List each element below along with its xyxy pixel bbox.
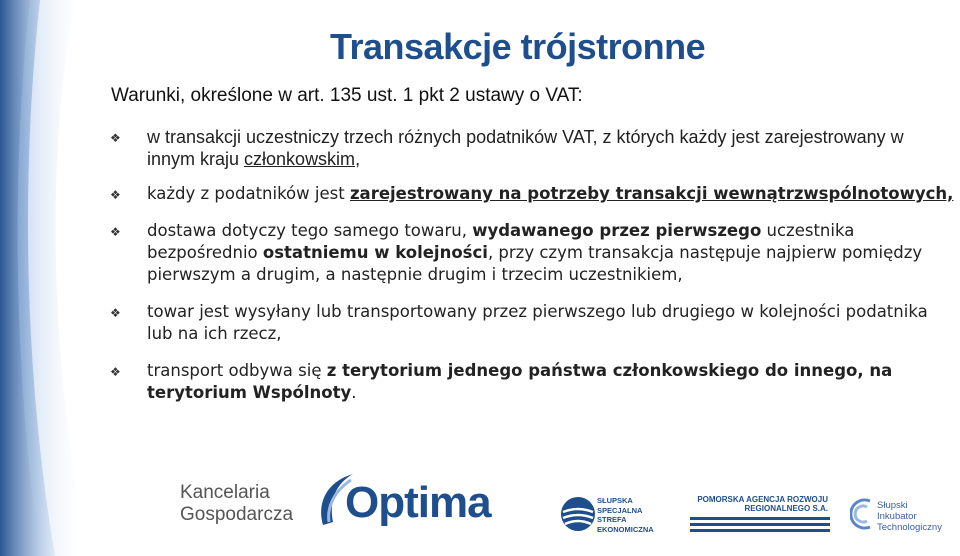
intro-text: Warunki, określone w art. 135 ust. 1 pkt 2 ustawy o VAT: [111,85,583,106]
slide-title: Transakcje trójstronne [330,26,706,67]
sit-logo-icon [850,497,876,531]
para-stripes-icon [690,517,830,535]
ssse-logo-text: SŁUPSKA SPECJALNA STREFA EKONOMICZNA [597,496,654,534]
list-item: ❖ dostawa dotyczy tego samego towaru, wydawanego przez pierwszego uczestnika bezpośrednio ostatniemu w kolejności, przy czym transakcja następuje najpierw pomiędzy pierwszym a drugim, a następnie drugim i trzecim uczestnikiem, [110,221,923,284]
diamond-bullet-icon: ❖ [110,306,121,320]
diamond-bullet-icon: ❖ [110,365,121,379]
decorative-side-band [0,0,90,556]
list-item: ❖ w transakcji uczestniczy trzech różnych podatników VAT, z których każdy jest zarejestrowany w innym kraju członkowskim, [110,127,904,169]
ssse-logo-icon [560,494,596,534]
optima-logo-text: Optima [345,478,491,527]
list-item: ❖ transport odbywa się z terytorium jednego państwa członkowskiego do innego, na terytorium Wspólnoty. [110,361,893,402]
diamond-bullet-icon: ❖ [110,225,121,239]
diamond-bullet-icon: ❖ [110,188,121,202]
sit-logo-text: Słupski Inkubator Technologiczny [877,500,942,533]
para-logo-text: POMORSKA AGENCJA ROZWOJU REGIONALNEGO S.A. [697,495,828,513]
kancelaria-logo-text: Kancelaria Gospodarcza [180,482,294,525]
conditions-list [110,126,955,404]
list-item: ❖ każdy z podatników jest zarejestrowany na potrzeby transakcji wewnątrzwspólnotowych, [110,183,955,205]
list-item: ❖ towar jest wysyłany lub transportowany przez pierwszego lub drugiego w kolejności podatnika lub na ich rzecz, [110,302,928,343]
diamond-bullet-icon: ❖ [110,131,121,145]
